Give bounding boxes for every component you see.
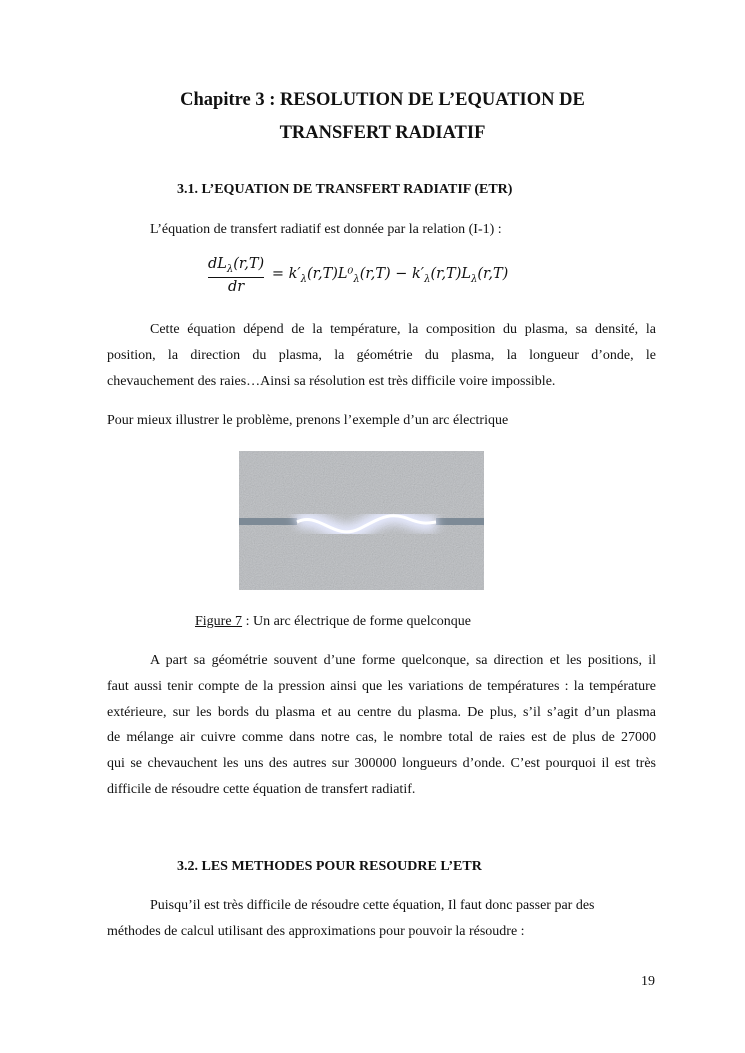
para3-line: de mélange air cuivre comme dans notre cas, le nombre total de raies est de plus de 27000 [107,730,656,745]
equation-numerator: $dL_\lambda(r,T)$ [208,256,265,275]
para3-line: qui se chevauchent les uns des autres sur 300000 longueurs d’onde. C’est pourquoi il est très [107,756,656,771]
para1-line: Cette équation dépend de la température, la composition du plasma, sa densité, la [150,322,656,337]
para3-line: faut aussi tenir compte de la pression ainsi que les variations de températures : la température [107,679,656,694]
para2-text: Pour mieux illustrer le problème, prenons l’exemple d’un arc électrique [107,413,509,428]
para1-line: chevauchement des raies…Ainsi sa résolution est très difficile voire impossible. [107,374,556,389]
section2-line: méthodes de calcul utilisant des approximations pour pouvoir la résoudre : [107,924,525,939]
figure-caption [195,614,471,630]
equation [208,256,508,295]
section2-line: Puisqu’il est très difficile de résoudre cette équation, Il faut donc passer par des [150,898,595,913]
equation-rhs: = $k'_\lambda(r,T)L^0_\lambda(r,T) - k'_\lambda(r,T)L_\lambda(r,T)$ [271,266,509,285]
intro-text: L’équation de transfert radiatif est donnée par la relation (I-1) : [150,222,502,237]
para3-line: extérieure, sur les bords du plasma et au centre du plasma. De plus, s’il s’agit d’un plasma [107,705,656,720]
figure-label: Figure 7 [195,614,243,629]
chapter-title-line2: TRANSFERT RADIATIF [279,123,486,143]
figure-caption-text: : Un arc électrique de forme quelconque [242,614,472,629]
para1-line: position, la direction du plasma, la géométrie du plasma, la longueur d’onde, le [107,348,656,363]
electric-arc-image [239,451,484,590]
para3-line: difficile de résoudre cette équation de transfert radiatif. [107,782,416,797]
section-heading-3-2: 3.2. LES METHODES POUR RESOUDRE L’ETR [177,859,482,874]
chapter-title-line1: Chapitre 3 : RESOLUTION DE L’EQUATION DE [180,90,585,110]
page-number: 19 [641,974,655,989]
para3-line: A part sa géométrie souvent d’une forme quelconque, sa direction et les positions, il [150,653,656,668]
section-heading-3-1: 3.1. L’EQUATION DE TRANSFERT RADIATIF (ETR) [177,182,513,197]
equation-denominator: dr [208,277,264,295]
